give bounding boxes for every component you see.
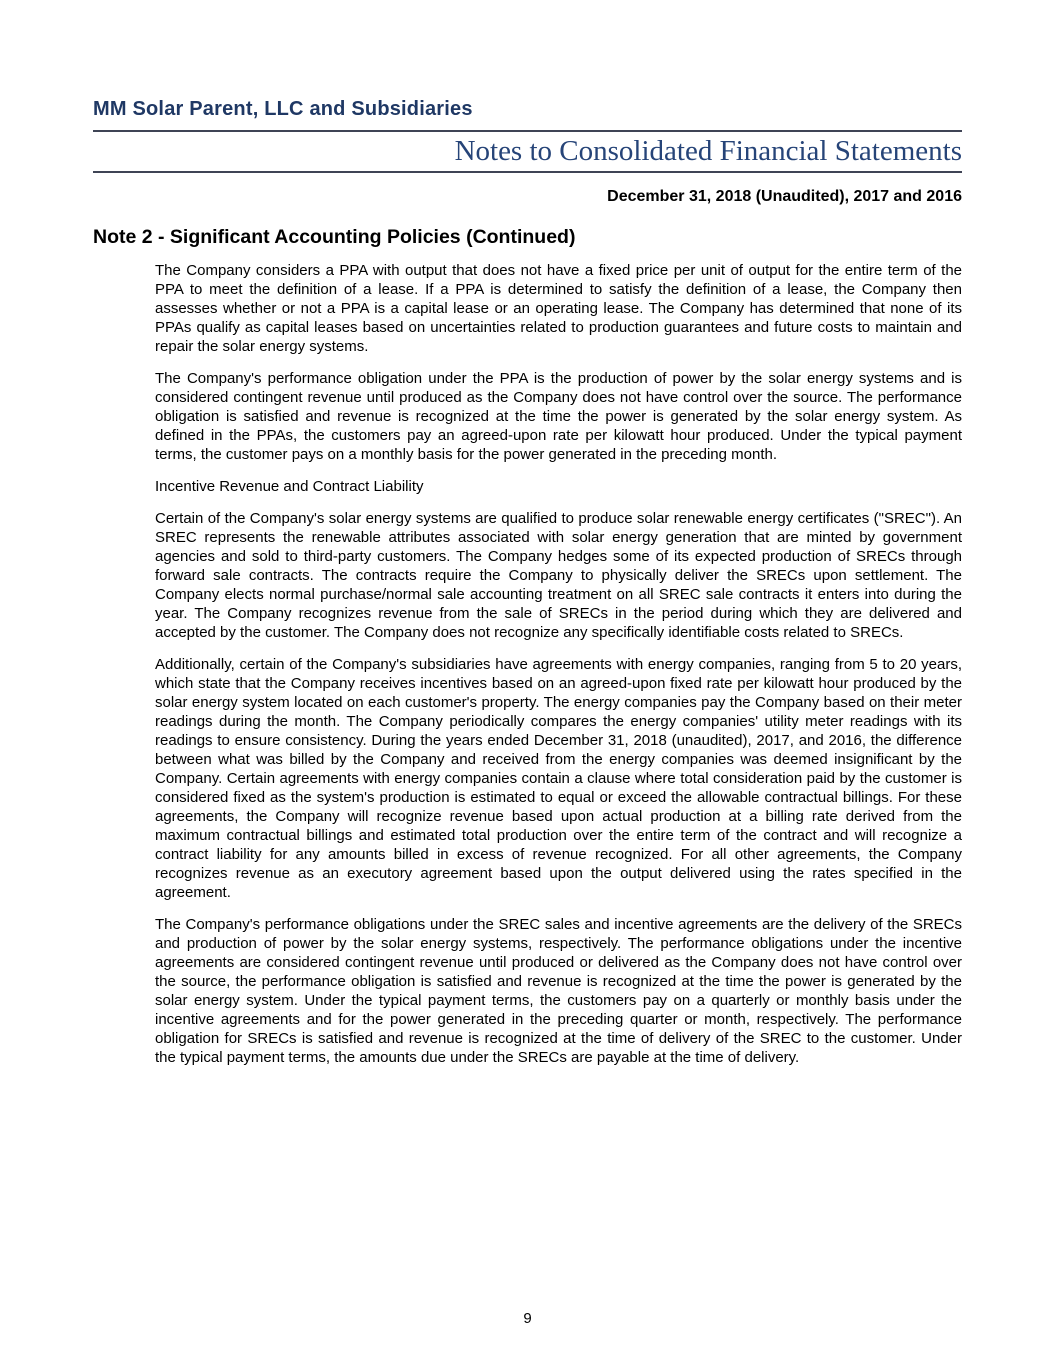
paragraph-ppa-performance-obligation: The Company's performance obligation under the PPA is the production of power by the solar energy systems and is considered contingent revenue until produced as the Company does not have control over the source. The performance obligation is satisfied and revenue is recognized at the time the power is generated by the solar energy system. As defined in the PPAs, the customers pay an agreed-upon rate per kilowatt hour produced. Under the typical payment terms, the customer pays on a monthly basis for the power generated in the preceding month. <box>155 370 962 463</box>
body-text <box>155 261 962 1067</box>
section-heading: Note 2 - Significant Accounting Policies (Continued) <box>93 226 576 248</box>
paragraph-srec-certificates: Certain of the Company's solar energy systems are qualified to produce solar renewable energy certificates ("SREC"). An SREC represents the renewable attributes associated with solar energy generation that are minted by government agencies and sold to third-party customers. The Company hedges some of its expected production of SRECs through forward sale contracts. The contracts require the Company to physically deliver the SRECs upon settlement. The Company elects normal purchase/normal sale accounting treatment on all SREC sale contracts it enters into during the year. The Company recognizes revenue from the sale of SRECs in the period during which they are delivered and accepted by the customer. The Company does not recognize any specifically identifiable costs related to SRECs. <box>155 510 962 641</box>
paragraph-ppa-lease-definition: The Company considers a PPA with output that does not have a fixed price per unit of output for the entire term of the PPA to meet the definition of a lease. If a PPA is determined to satisfy the definition of a lease, the Company then assesses whether or not a PPA is a capital lease or an operating lease. The Company has determined that none of its PPAs qualify as capital leases based on uncertainties related to production guarantees and future costs to maintain and repair the solar energy systems. <box>155 262 962 355</box>
page-header <box>93 98 962 206</box>
page-number: 9 <box>523 1310 532 1327</box>
company-title: MM Solar Parent, LLC and Subsidiaries <box>93 98 473 120</box>
paragraph-incentive-agreements: Additionally, certain of the Company's subsidiaries have agreements with energy companies, ranging from 5 to 20 years, which state that the Company receives incentives based on an agreed-upon fixed rate per kilowatt hour produced by the solar energy system located on each customer's property. The energy companies pay the Company based on their meter readings during the month. The Company periodically compares the energy companies' utility meter readings with its readings to ensure consistency. During the years ended December 31, 2018 (unaudited), 2017, and 2016, the difference between what was billed by the Company and received from the energy companies was deemed insignificant by the Company. Certain agreements with energy companies contain a clause where total consideration paid by the customer is considered fixed as the system's production is estimated to equal or exceed the allowable contractual billings. For these agreements, the Company will recognize revenue based upon actual production at a billing rate derived from the maximum contractual billings and estimated total production over the entire term of the contract and will recognize a contract liability for any amounts billed in excess of revenue recognized. For all other agreements, the Company recognizes revenue as an executory agreement based upon the output delivered using the rates specified in the agreement. <box>155 656 962 901</box>
paragraph-srec-performance-obligations: The Company's performance obligations under the SREC sales and incentive agreements are the delivery of the SRECs and production of power by the solar energy systems, respectively. The performance obligations under the incentive agreements are considered contingent revenue until produced or delivered as the Company does not have control over the source, the performance obligation is satisfied and revenue is recognized at the time the power is generated by the solar energy system. Under the typical payment terms, the customers pay on a quarterly or monthly basis under the incentive agreements and for the power generated in the preceding quarter or month, respectively. The performance obligation for SRECs is satisfied and revenue is recognized at the time of delivery of the SREC to the customer. Under the typical payment terms, the amounts due under the SRECs are payable at the time of delivery. <box>155 916 962 1066</box>
document-title: Notes to Consolidated Financial Statements <box>454 135 962 167</box>
header-rule-top <box>93 130 962 132</box>
subheading-incentive-revenue: Incentive Revenue and Contract Liability <box>155 478 424 495</box>
header-rule-bottom <box>93 171 962 173</box>
page-footer <box>0 1310 1055 1327</box>
date-line: December 31, 2018 (Unaudited), 2017 and 2016 <box>607 188 962 205</box>
